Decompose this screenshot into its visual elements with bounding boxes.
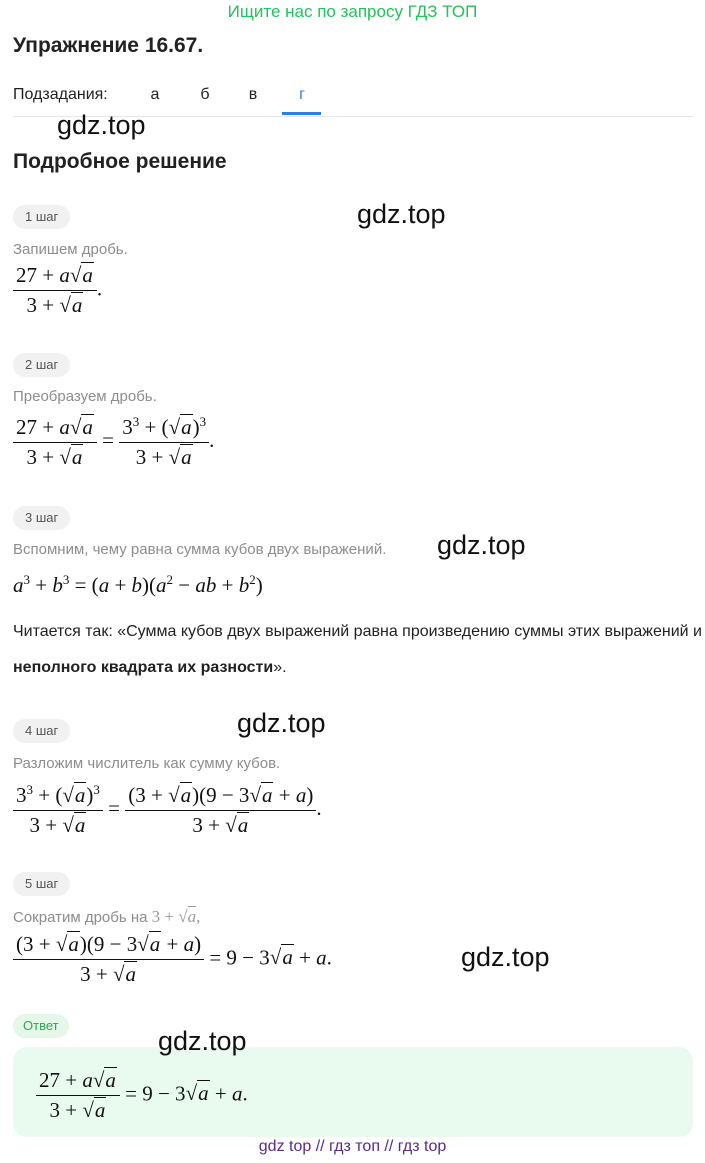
answer-formula: $\frac{27 + a√a}{3 + √a}$ = 9 − 3√a + a. (36, 1068, 248, 1123)
tab-v[interactable]: в (248, 86, 258, 103)
watermark: gdz.top (357, 199, 446, 229)
watermark: gdz.top (237, 708, 326, 738)
watermark: gdz.top (437, 530, 526, 560)
tab-a[interactable]: а (150, 86, 160, 103)
watermark: gdz.top (158, 1026, 247, 1056)
formula-step-1: $\frac{27 + a√a}{3 + √a}$ . (13, 263, 102, 318)
page-title: Упражнение 16.67. (13, 34, 204, 57)
step-note: Разложим числитель как сумму кубов. (13, 755, 281, 772)
formula-sum-of-cubes: $a^3 + b^3 = (a + b)(a^2$ − ab + $b^2$) (13, 572, 263, 597)
formula-step-4: $\frac{3^3 + (√a)^3}{3 + √a}$ = $\frac{(3 + √a)(9 - 3√a + a)}{3 + √a}$ . (13, 782, 322, 838)
step-badge: 4 шаг (13, 719, 70, 743)
promo-banner: Ищите нас по запросу ГДЗ ТОП (227, 2, 478, 21)
step-note: Сократим дробь на 3 + √a, (13, 907, 201, 926)
tab-b[interactable]: б (200, 86, 210, 103)
step-badge: 3 шаг (13, 506, 70, 530)
formula-step-2: $\frac{27 + a√a}{3 + √a}$ = $\frac{3^3 + (√a)^3}{3 + √a}$ . (13, 414, 214, 470)
tab-g[interactable]: г (299, 86, 305, 103)
watermark: gdz.top (57, 110, 146, 140)
section-title: Подробное решение (13, 150, 227, 173)
step-badge: 5 шаг (13, 872, 70, 896)
step-badge: 2 шаг (13, 353, 70, 377)
active-tab-indicator (282, 112, 321, 115)
watermark: gdz.top (461, 942, 550, 972)
step-note: Запишем дробь. (13, 241, 128, 258)
answer-badge: Ответ (13, 1014, 69, 1038)
footer-links[interactable]: gdz top // гдз топ // гдз top (258, 1138, 447, 1155)
step-note: Преобразуем дробь. (13, 388, 157, 405)
subtasks-label: Подзадания: (13, 86, 108, 103)
reading-text: Читается так: «Сумма кубов двух выражений равна произведению суммы этих выражений и неполного квадрата их разности». (13, 623, 702, 676)
step-badge: 1 шаг (13, 205, 70, 229)
formula-step-5: $\frac{(3 + √a)(9 - 3√a + a)}{3 + √a}$ = 9 − 3√a + a. (13, 932, 332, 987)
step-note: Вспомним, чему равна сумма кубов двух выражений. (13, 541, 387, 558)
